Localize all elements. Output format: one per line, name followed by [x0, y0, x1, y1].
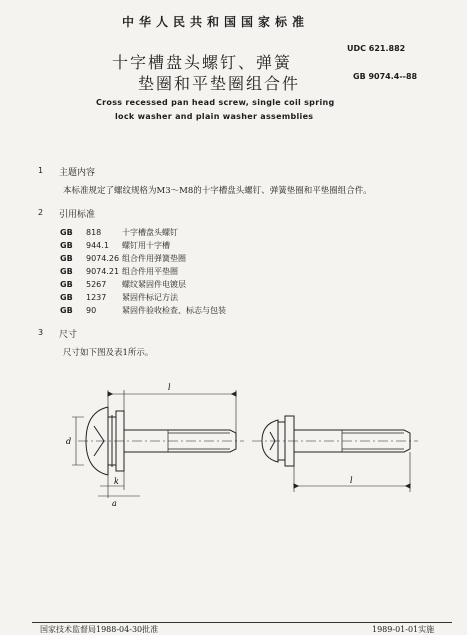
- label-d: d: [66, 437, 72, 446]
- ref-number: 9074.21: [86, 267, 120, 276]
- ref-code: GB: [60, 241, 73, 250]
- section-2-heading: 引用标准: [59, 210, 96, 220]
- standard-org-title: 中华人民共和国国家标准: [122, 15, 310, 29]
- ref-number: 5267: [86, 280, 107, 289]
- ref-number: 90: [86, 306, 97, 315]
- section-2-number: 2: [38, 208, 44, 217]
- label-l: l: [168, 383, 171, 392]
- ref-code: GB: [60, 306, 73, 315]
- gb-code: GB 9074.4--88: [353, 72, 418, 81]
- ref-code: GB: [60, 267, 73, 276]
- ref-number: 818: [86, 228, 102, 237]
- section-1-body: 本标准规定了螺纹规格为M3～M8的十字槽盘头螺钉、弹簧垫圈和平垫圈组合件。: [63, 186, 372, 196]
- ref-code: GB: [60, 254, 73, 263]
- ref-title: 组合件用平垫圈: [122, 267, 178, 276]
- document-title-line2: 垫圈和平垫圈组合件: [138, 74, 301, 93]
- section-3-body: 尺寸如下图及表1所示。: [63, 348, 154, 358]
- label-k: k: [114, 477, 119, 486]
- section-3-number: 3: [38, 328, 44, 337]
- section-1-heading: 主题内容: [59, 168, 96, 178]
- footer-rule: [32, 622, 452, 623]
- right-view: [252, 416, 418, 492]
- ref-title: 螺钉用十字槽: [122, 241, 170, 250]
- ref-title: 组合件用弹簧垫圈: [122, 254, 186, 263]
- english-title-line1: Cross recessed pan head screw, single coil spring: [96, 98, 335, 107]
- ref-title: 十字槽盘头螺钉: [122, 228, 178, 237]
- ref-code: GB: [60, 228, 73, 237]
- section-3-heading: 尺寸: [59, 330, 78, 340]
- document-title-line1: 十字槽盘头螺钉、弹簧: [112, 53, 293, 72]
- footer-approval: 国家技术监督局1988-04-30批准: [40, 625, 159, 634]
- label-l-right: l: [350, 476, 353, 485]
- footer-effective-date: 1989-01-01实施: [372, 625, 435, 634]
- section-1-number: 1: [38, 166, 44, 175]
- ref-number: 9074.26: [86, 254, 120, 263]
- ref-number: 1237: [86, 293, 107, 302]
- ref-title: 紧固件验收检查、标志与包装: [122, 306, 226, 315]
- label-a: a: [112, 499, 117, 508]
- ref-title: 螺纹紧固件电镀层: [122, 280, 186, 289]
- udc-code: UDC 621.882: [347, 44, 406, 53]
- ref-code: GB: [60, 293, 73, 302]
- left-view: [72, 390, 244, 498]
- ref-title: 紧固件标记方法: [122, 293, 178, 302]
- english-title-line2: lock washer and plain washer assemblies: [115, 112, 314, 121]
- ref-code: GB: [60, 280, 73, 289]
- extension-lines-top: [108, 390, 236, 433]
- ref-number: 944.1: [86, 241, 109, 250]
